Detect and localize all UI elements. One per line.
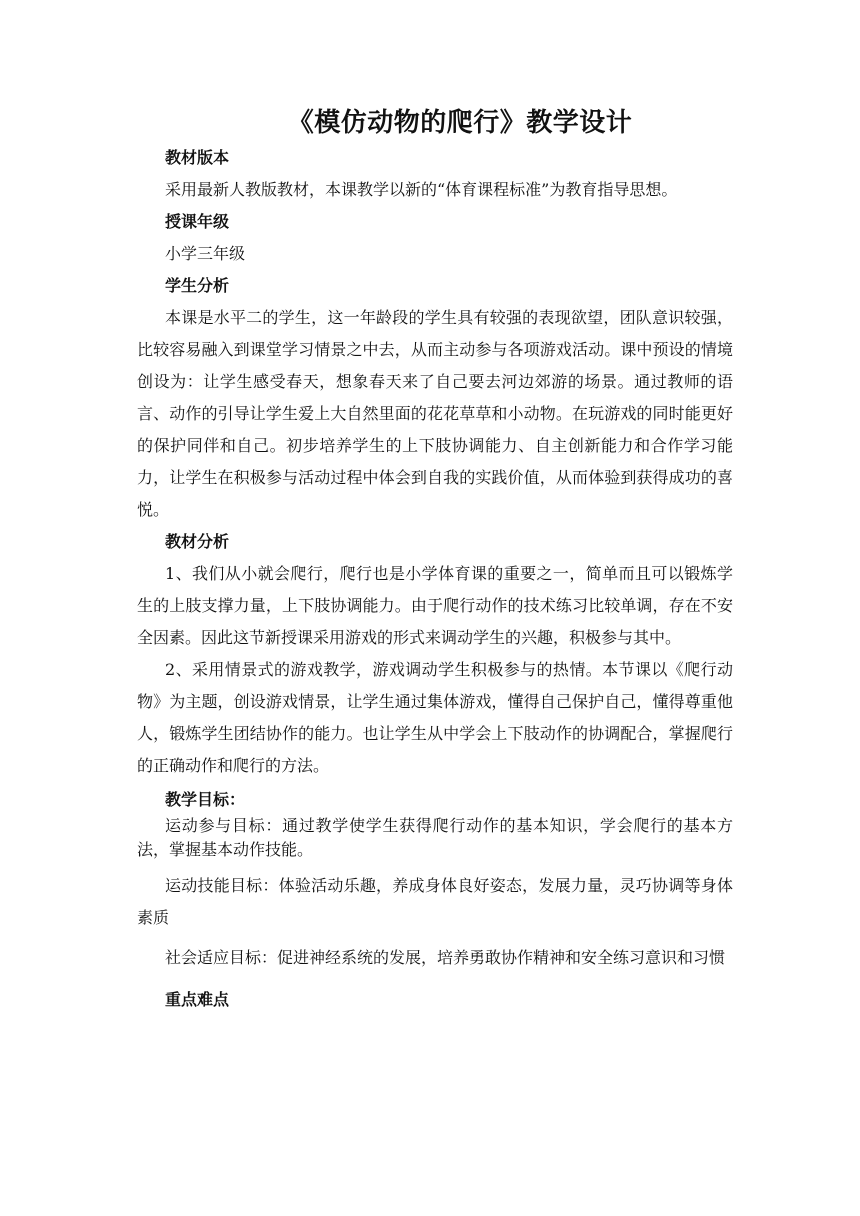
section-heading-teaching-goals: 教学目标： [165, 790, 246, 809]
teaching-goal-skill: 运动技能目标：体验活动乐趣，养成身体良好姿态，发展力量，灵巧协调等身体素质 [137, 876, 733, 927]
section-heading-student-analysis: 学生分析 [165, 276, 230, 295]
teaching-goal-participation: 运动参与目标：通过教学使学生获得爬行动作的基本知识，学会爬行的基本方法，掌握基本动作技能。 [137, 816, 733, 859]
teaching-goal-social: 社会适应目标：促进神经系统的发展，培养勇敢协作精神和安全练习意识和习惯 [165, 948, 726, 967]
material-analysis-paragraph-2: 2、采用情景式的游戏教学，游戏调动学生积极参与的热情。本节课以《爬行动物》为主题，创设游戏情景，让学生通过集体游戏，懂得自己保护自己，懂得尊重他人，锻炼学生团结协作的能力。也让学生从中学会上下肢动作的协调配合，掌握爬行的正确动作和爬行的方法。 [137, 660, 733, 775]
document-body [137, 142, 733, 1016]
section-heading-textbook-version: 教材版本 [165, 148, 230, 167]
section-body-grade: 小学三年级 [165, 244, 246, 263]
document-title: 《模仿动物的爬行》教学设计 [287, 108, 633, 138]
section-heading-material-analysis: 教材分析 [165, 532, 230, 551]
section-heading-key-points: 重点难点 [165, 990, 230, 1009]
section-body-textbook-version: 采用最新人教版教材，本课教学以新的“体育课程标准”为教育指导思想。 [165, 180, 678, 199]
material-analysis-paragraph-1: 1、我们从小就会爬行，爬行也是小学体育课的重要之一，简单而且可以锻炼学生的上肢支撑力量，上下肢协调能力。由于爬行动作的技术练习比较单调，存在不安全因素。因此这节新授课采用游戏的形式来调动学生的兴趣，积极参与其中。 [137, 564, 733, 647]
section-heading-grade: 授课年级 [165, 212, 230, 231]
section-body-student-analysis: 本课是水平二的学生，这一年龄段的学生具有较强的表现欲望，团队意识较强，比较容易融入到课堂学习情景之中去，从而主动参与各项游戏活动。课中预设的情境创设为：让学生感受春天，想象春天来了自己要去河边郊游的场景。通过教师的语言、动作的引导让学生爱上大自然里面的花花草草和小动物。在玩游戏的同时能更好的保护同伴和自己。初步培养学生的上下肢协调能力、自主创新能力和合作学习能力，让学生在积极参与活动过程中体会到自我的实践价值，从而体验到获得成功的喜悦。 [137, 308, 733, 519]
